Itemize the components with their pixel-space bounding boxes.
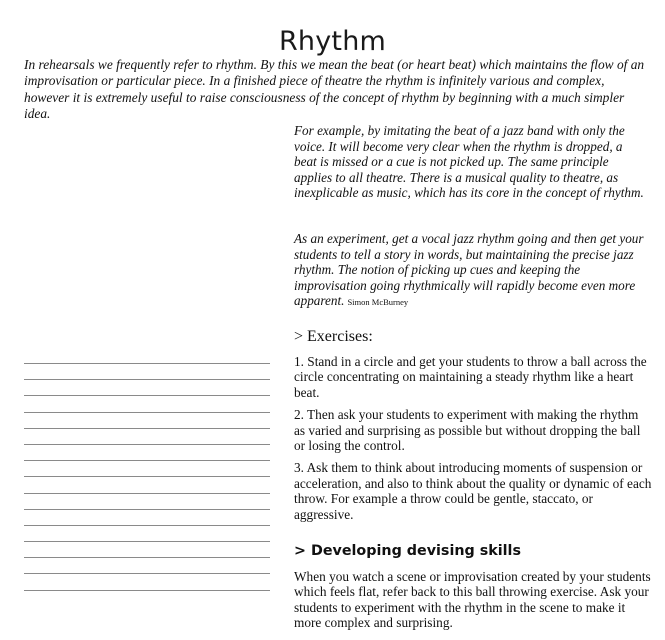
note-line: [24, 541, 270, 542]
quote-paragraph-2: [294, 231, 650, 311]
note-line: [24, 460, 270, 461]
note-line: [24, 573, 270, 574]
exercise-item: 1. Stand in a circle and get your students to throw a ball across the circle concentrating on maintaining a steady rhythm like a heart beat.: [294, 354, 647, 400]
note-lines-area: [24, 363, 270, 606]
note-line: [24, 428, 270, 429]
exercise-item: 3. Ask them to think about introducing moments of suspension or acceleration, and also to think about the quality or dynamic of each throw. For example a throw could be gentle, staccato, or aggressive.: [294, 460, 652, 522]
quote-paragraph-1: For example, by imitating the beat of a jazz band with only the voice. It will become very clear when the rhythm is dropped, a beat is missed or a cue is not picked up. The same principle applies to all theatre. There is a musical quality to theatre, as inexplicable as music, which has its core in the concept of rhythm.: [294, 123, 644, 201]
note-line: [24, 476, 270, 477]
note-line: [24, 525, 270, 526]
note-line: [24, 493, 270, 494]
page-title: Rhythm: [278, 26, 387, 58]
exercise-list: [294, 354, 652, 529]
note-line: [24, 590, 270, 591]
note-line: [24, 509, 270, 510]
note-line: [24, 379, 270, 380]
note-line: [24, 444, 270, 445]
note-line: [24, 395, 270, 396]
note-line: [24, 363, 270, 364]
quote-attribution: Simon McBurney: [347, 297, 409, 308]
note-line: [24, 557, 270, 558]
devising-paragraph: When you watch a scene or improvisation created by your students which feels flat, refer back to this ball throwing exercise. Ask your students to experiment with the rhythm in the scene to make it more complex and surprising.: [294, 569, 651, 631]
intro-paragraph: In rehearsals we frequently refer to rhythm. By this we mean the beat (or heart beat) which maintains the flow of an improvisation or particular piece. In a finished piece of theatre the rhythm is infinitely various and complex, however it is extremely useful to raise consciousness of the concept of rhythm by beginning with a much simpler idea.: [24, 57, 645, 122]
note-line: [24, 412, 270, 413]
exercises-heading: > Exercises:: [294, 328, 373, 345]
exercise-item: 2. Then ask your students to experiment with making the rhythm as varied and surprising as possible but without dropping the ball or losing the control.: [294, 407, 641, 454]
devising-heading: > Developing devising skills: [294, 543, 521, 559]
quote-paragraph-2-text: As an experiment, get a vocal jazz rhythm going and then get your students to tell a story in words, but maintaining the precise jazz rhythm. The notion of picking up cues and keeping the improvisation going rhythmically will rapidly become even more apparent.: [294, 231, 644, 309]
